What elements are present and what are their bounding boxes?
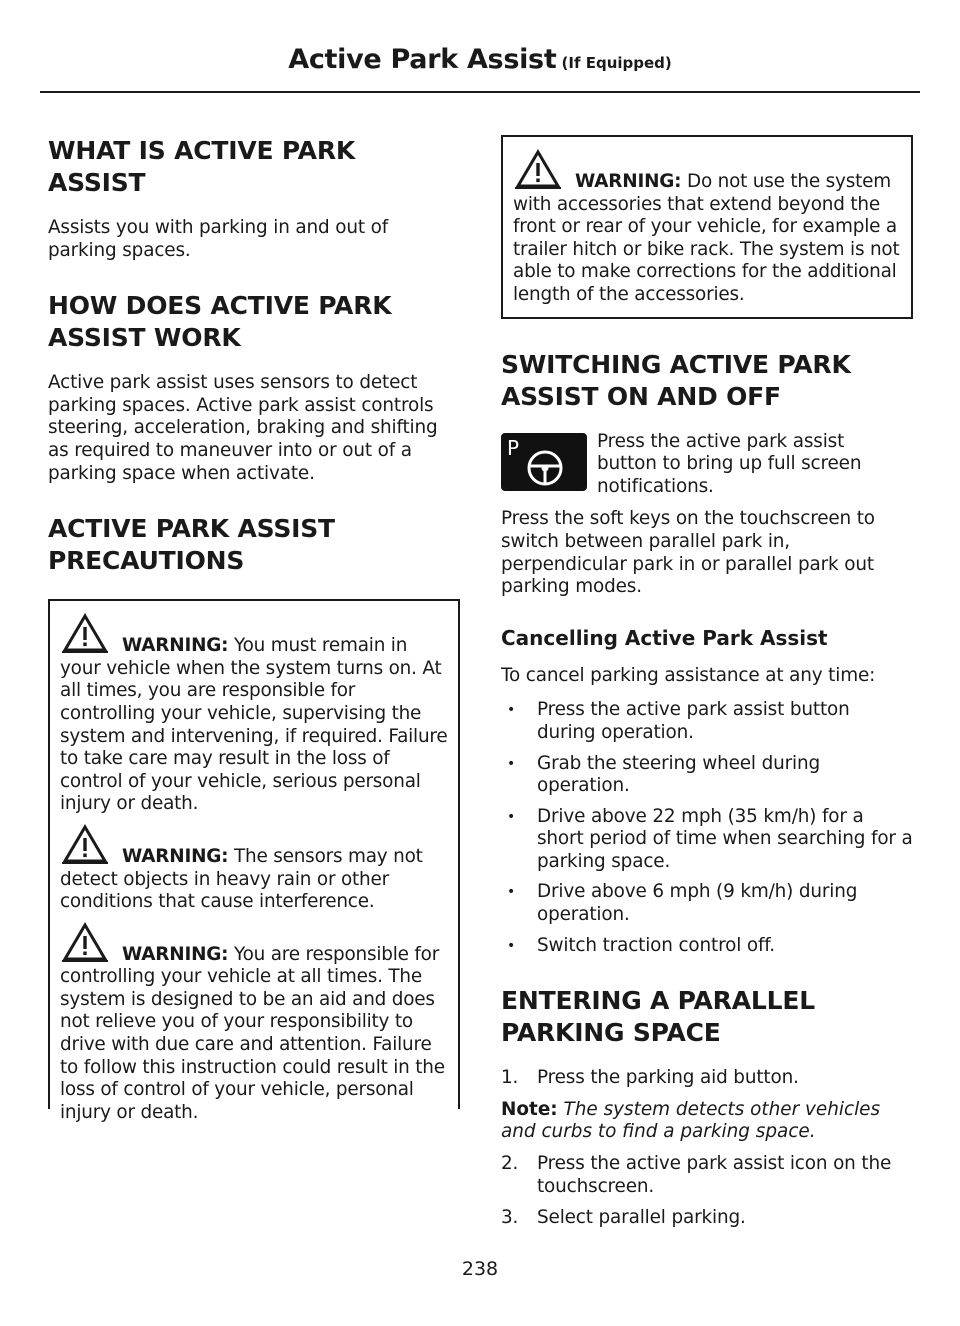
park-assist-button-text: Press the active park assist button to bring up full screen notifications. (597, 430, 862, 497)
warning-item (60, 944, 450, 1125)
section-heading-switching: SWITCHING ACTIVE PARK ASSIST ON AND OFF (501, 349, 851, 411)
park-assist-button-icon (501, 433, 587, 491)
list-item: • Press the active park assist button during operation. (501, 699, 913, 744)
park-assist-button-row (501, 431, 913, 499)
warning-item (513, 171, 903, 307)
warning-label: WARNING: (122, 635, 229, 657)
paragraph-softkeys: Press the soft keys on the touchscreen to switch between parallel park in, perpendicular park in or parallel park out parking modes. (501, 508, 875, 598)
section-heading-entering: ENTERING A PARALLEL PARKING SPACE (501, 986, 815, 1048)
subheading-cancelling: Cancelling Active Park Assist (501, 625, 828, 650)
right-column (501, 135, 913, 1239)
warning-text: You are responsible for controlling your vehicle at all times. The system is designed to be an aid and does not relieve you of your responsibility to drive with due care and attention. Failure to follow this instruction could result in the loss of control of your vehicle, personal injury or death. (60, 943, 445, 1123)
left-column (48, 135, 460, 1123)
steps-list-continued (501, 1153, 913, 1230)
warning-label: WARNING: (122, 845, 229, 867)
warning-text: You must remain in your vehicle when the system turns on. At all times, you are responsible for controlling your vehicle, supervising the system and intervening, if required. Failure to take care may result in the loss of control of your vehicle, serious personal injury or death. (60, 635, 448, 815)
steps-list (501, 1067, 913, 1090)
paragraph-what: Assists you with parking in and out of parking spaces. (48, 217, 389, 261)
list-item: • Switch traction control off. (501, 935, 913, 958)
step-text: Press the parking aid button. (537, 1067, 799, 1089)
warning-box-precautions (48, 599, 460, 1123)
step-item (501, 1153, 913, 1198)
warning-triangle-icon (62, 824, 108, 864)
header-subtitle: (If Equipped) (561, 54, 672, 72)
note (501, 1099, 913, 1144)
warning-triangle-icon (515, 149, 561, 189)
page-header (40, 44, 920, 75)
section-heading-what: WHAT IS ACTIVE PARK ASSIST (48, 136, 356, 197)
step-number: 1. (501, 1067, 519, 1089)
section-heading-how: HOW DOES ACTIVE PARK ASSIST WORK (48, 291, 392, 353)
svg-text:P: P (507, 435, 520, 460)
note-label: Note: (501, 1098, 558, 1120)
warning-item (60, 635, 450, 816)
warning-text: Do not use the system with accessories that extend beyond the front or rear of your vehicle, for example a trailer hitch or bike rack. The system is not able to make corrections for the additional length of the accessories. (513, 171, 900, 305)
paragraph-how: Active park assist uses sensors to detect parking spaces. Active park assist controls steering, acceleration, braking and shifting as required to maneuver into or out of a parking space when activate. (48, 372, 438, 484)
warning-triangle-icon (62, 922, 108, 962)
step-number: 2. (501, 1153, 519, 1175)
step-number: 3. (501, 1207, 519, 1229)
header-title: Active Park Assist (288, 44, 557, 75)
header-divider (40, 91, 920, 93)
page-number: 238 (461, 1258, 499, 1280)
paragraph-cancel-intro: To cancel parking assistance at any time: (501, 664, 876, 686)
cancel-list (501, 699, 913, 957)
warning-box-accessories (501, 135, 913, 319)
warning-item (60, 846, 450, 914)
step-item (501, 1067, 913, 1090)
warning-label: WARNING: (575, 171, 682, 192)
list-item: • Grab the steering wheel during operation. (501, 753, 913, 798)
step-text: Press the active park assist icon on the touchscreen. (537, 1153, 892, 1197)
warning-text: The sensors may not detect objects in heavy rain or other conditions that cause interference. (60, 845, 423, 913)
list-item: • Drive above 6 mph (9 km/h) during operation. (501, 881, 913, 926)
list-item: • Drive above 22 mph (35 km/h) for a short period of time when searching for a parking space. (501, 806, 913, 874)
step-item (501, 1207, 913, 1230)
warning-triangle-icon (62, 613, 108, 653)
step-text: Select parallel parking. (537, 1207, 746, 1229)
section-heading-precautions: ACTIVE PARK ASSIST PRECAUTIONS (48, 514, 335, 576)
note-text: The system detects other vehicles and curbs to find a parking space. (501, 1098, 881, 1143)
warning-label: WARNING: (122, 943, 229, 965)
